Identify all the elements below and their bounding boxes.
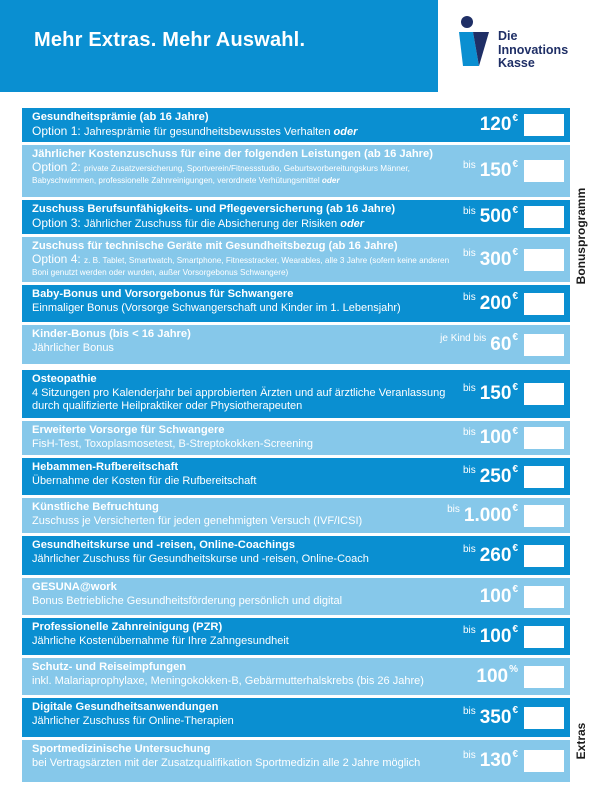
benefit-amount [480,108,518,142]
amount-value: 100 [479,427,512,448]
benefit-amount [463,618,518,655]
benefit-row [22,578,570,615]
description-text: inkl. Malariaprophylaxe, Meningokokken-B, Gebärmutterhalskrebs (bis 26 Jahre) [32,675,424,687]
amount-value: 150 [479,160,512,181]
checkbox-field[interactable] [524,750,564,772]
amount-value: 200 [479,292,512,314]
benefit-row [22,498,570,533]
benefit-description [32,715,452,728]
amount-unit: € [512,624,518,635]
amount-value: 60 [490,333,512,355]
amount-unit: € [512,204,518,216]
logo [455,14,595,74]
benefit-amount [463,458,518,495]
amount-prefix: bis [462,749,476,761]
benefit-description [32,757,452,770]
amount-value: 300 [479,248,512,270]
checkbox-field[interactable] [524,160,564,182]
benefit-amount [463,536,518,575]
benefit-title: Erweiterte Vorsorge für Schwangere [32,424,225,436]
description-text: Bonus Betriebliche Gesundheitsförderung persönlich und digital [32,595,343,607]
oder-label: oder [340,218,365,230]
checkbox-field[interactable] [524,466,564,488]
benefit-description [32,475,452,488]
option-label: Option 4: [32,252,85,266]
benefit-title: Baby-Bonus und Vorsorgebonus für Schwangere [32,288,294,300]
amount-value: 350 [479,706,512,728]
benefit-description [32,515,452,528]
benefit-row [22,458,570,495]
amount-value: 250 [479,465,512,487]
description-text: Jährlicher Zuschuss für Gesundheitskurse und -reisen, Online-Coach [32,553,369,565]
description-text: Jahresprämie für gesundheitsbewusstes Verhalten [84,126,331,138]
benefit-title: Schutz- und Reiseimpfungen [32,661,187,673]
amount-unit: € [512,464,518,475]
amount-prefix: bis [462,382,476,394]
description-text: z. B. Tablet, Smartwatch, Smartphone, Fitnesstracker, Wearables, alle 3 Jahre (sofern keine anderen Boni genutzt werden oder wurden, außer Vorsorgebonus Schwangere) [32,256,450,277]
amount-unit: € [512,425,518,437]
benefit-description [32,302,452,315]
benefit-title: Gesundheitskurse und -reisen, Online-Coachings [32,539,295,551]
benefit-amount [463,698,518,737]
title-banner [0,0,438,92]
benefit-row [22,237,570,282]
bonusprogramm-label: Bonusprogramm [574,108,588,364]
amount-unit: € [512,332,518,343]
amount-unit: € [512,158,518,170]
benefit-description [32,595,452,608]
benefit-row [22,698,570,737]
benefit-title: Gesundheitsprämie (ab 16 Jahre) [32,111,209,123]
description-text: Übernahme der Kosten für die Rufbereitschaft [32,475,257,487]
benefit-description [32,217,452,231]
benefit-description [32,387,452,412]
amount-unit: % [509,664,518,675]
benefit-amount [463,237,518,282]
benefit-title: Zuschuss Berufsunfähigkeits- und Pflegeversicherung (ab 16 Jahre) [32,203,396,215]
benefit-title: Hebammen-Rufbereitschaft [32,461,179,473]
benefit-description [32,162,452,186]
benefit-row [22,618,570,655]
oder-label: oder [321,175,340,185]
header [0,0,600,92]
amount-prefix: bis [462,706,476,717]
description-text: bei Vertragsärzten mit der Zusatzqualifikation Sportmedizin alle 2 Jahre möglich [32,757,421,769]
benefit-title: Kinder-Bonus (bis < 16 Jahre) [32,328,191,340]
benefit-amount [476,658,518,695]
amount-unit: € [512,543,518,554]
extras-section [22,370,570,782]
benefit-row [22,658,570,695]
benefit-amount [447,498,518,533]
amount-unit: € [512,748,518,760]
option-label: Option 3: [32,216,85,230]
benefit-title: Professionelle Zahnreinigung (PZR) [32,621,223,633]
benefit-description [32,254,452,278]
benefit-amount [463,200,518,234]
amount-value: 100 [479,625,512,647]
benefit-description [32,125,452,139]
benefit-amount [463,145,518,197]
checkbox-field[interactable] [524,249,564,271]
amount-prefix: bis [462,248,476,259]
checkbox-field[interactable] [524,334,564,356]
amount-prefix: bis [462,159,476,171]
description-text: Jährlicher Zuschuss für die Absicherung der Risiken [84,218,338,230]
description-text: private Zusatzversicherung, Sportverein/Fitnessstudio, Geburtsvorbereitungskurs Männer, Babyschwimmen, professionelle Zahnreinigungen, verordnete Verhütungsmittel [32,164,410,185]
benefit-row [22,145,570,197]
benefit-description [32,635,452,648]
amount-unit: € [512,291,518,302]
benefit-row [22,200,570,234]
benefit-title: GESUNA@work [32,581,117,593]
benefit-amount [480,578,518,615]
checkbox-field[interactable] [524,114,564,136]
description-text: Jährlicher Bonus [32,342,114,354]
option-label: Option 1: [32,124,85,138]
description-text: FisH-Test, Toxoplasmosetest, B-Streptokokken-Screening [32,438,314,450]
checkbox-field[interactable] [524,666,564,688]
amount-prefix: je Kind bis [440,333,487,344]
amount-value: 130 [479,750,512,771]
description-text: 4 Sitzungen pro Kalenderjahr bei approbierten Ärzten und auf ärztliche Veranlassung durch qualifizierte Heilpraktiker oder Physiotherapeuten [32,387,446,412]
extras-label: Extras [574,700,588,782]
amount-prefix: bis [462,426,476,438]
benefit-amount [463,285,518,322]
benefit-row [22,740,570,782]
benefit-description [32,675,452,688]
benefit-row [22,108,570,142]
checkbox-field[interactable] [524,293,564,315]
amount-unit: € [512,584,518,595]
benefit-title: Künstliche Befruchtung [32,501,159,513]
benefit-title: Jährlicher Kostenzuschuss für eine der folgenden Leistungen (ab 16 Jahre) [32,148,433,160]
logo-mark-icon [455,14,495,74]
amount-prefix: bis [462,544,476,555]
amount-prefix: bis [462,625,476,636]
amount-value: 100 [476,665,509,687]
bonus-section [22,108,570,364]
checkbox-field[interactable] [524,206,564,228]
benefit-amount [440,325,518,364]
description-text: Jährlicher Zuschuss für Online-Therapien [32,715,234,727]
benefit-row [22,421,570,455]
benefit-row [22,370,570,418]
option-label: Option 2: [32,160,85,174]
amount-value: 120 [479,114,512,135]
benefit-amount [463,370,518,418]
benefit-description [32,553,452,566]
amount-value: 150 [479,383,512,404]
amount-prefix: bis [447,504,460,515]
amount-unit: € [512,705,518,716]
amount-value: 500 [479,206,512,227]
amount-unit: € [512,381,518,393]
checkbox-field[interactable] [524,586,564,608]
benefit-description [32,438,452,451]
description-text: Jährliche Kostenübernahme für Ihre Zahngesundheit [32,635,289,647]
oder-label: oder [333,126,358,138]
page-title: Mehr Extras. Mehr Auswahl. [34,29,306,51]
benefit-description [32,342,452,355]
checkbox-field[interactable] [524,707,564,729]
amount-unit: € [512,247,518,258]
amount-unit: € [512,503,518,514]
benefit-title: Sportmedizinische Untersuchung [32,743,211,755]
amount-value: 100 [479,585,512,607]
checkbox-field[interactable] [524,505,564,527]
checkbox-field[interactable] [524,626,564,648]
amount-prefix: bis [462,465,476,476]
amount-unit: € [512,112,518,124]
checkbox-field[interactable] [524,545,564,567]
description-text: Einmaliger Bonus (Vorsorge Schwangerschaft und Kinder im 1. Lebensjahr) [32,302,401,314]
description-text: Zuschuss je Versicherten für jeden genehmigten Versuch (IVF/ICSI) [32,515,363,527]
benefit-row [22,325,570,364]
benefit-amount [463,421,518,455]
benefit-title: Osteopathie [32,373,97,385]
amount-value: 260 [479,544,512,566]
benefit-title: Zuschuss für technische Geräte mit Gesundheitsbezug (ab 16 Jahre) [32,240,398,252]
benefit-row [22,285,570,322]
benefit-title: Digitale Gesundheitsanwendungen [32,701,219,713]
checkbox-field[interactable] [524,427,564,449]
logo-text: Die Innovations Kasse [498,29,569,70]
amount-value: 1.000 [463,504,512,526]
benefit-amount [463,740,518,782]
amount-prefix: bis [462,292,476,303]
benefit-row [22,536,570,575]
checkbox-field[interactable] [524,383,564,405]
amount-prefix: bis [462,205,476,217]
